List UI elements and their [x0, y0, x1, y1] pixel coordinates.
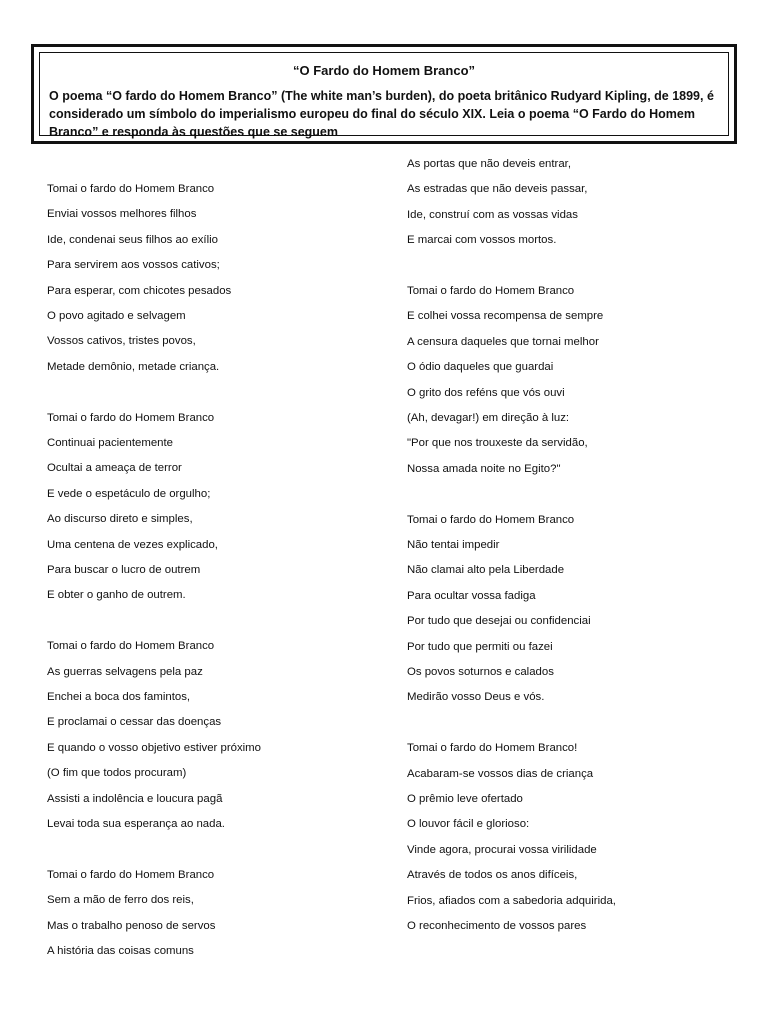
poem-line: O louvor fácil e glorioso:: [407, 818, 530, 831]
poem-line: Para esperar, com chicotes pesados: [47, 284, 232, 297]
poem-line: E marcai com vossos mortos.: [407, 234, 557, 247]
poem-line: Para servirem aos vossos cativos;: [47, 259, 220, 272]
poem-line: Frios, afiados com a sabedoria adquirida,: [407, 894, 616, 907]
poem-line: E quando o vosso objetivo estiver próximo: [47, 741, 262, 754]
poem-line: Ao discurso direto e simples,: [47, 513, 193, 526]
poem-line: Uma centena de vezes explicado,: [47, 538, 218, 551]
poem-line: Continuai pacientemente: [47, 437, 174, 449]
poem-line: Para buscar o lucro de outrem: [47, 564, 201, 576]
poem-line: Mas o trabalho penoso de servos: [47, 919, 216, 932]
poem-line: Nossa amada noite no Egito?": [407, 462, 561, 475]
poem-line: Para ocultar vossa fadiga: [407, 589, 536, 602]
poem-line: Vinde agora, procurai vossa virilidade: [407, 843, 597, 856]
poem-line: Tomai o fardo do Homem Branco: [407, 513, 575, 526]
poem-line: Tomai o fardo do Homem Branco: [47, 183, 215, 195]
poem-line: O ódio daqueles que guardai: [407, 361, 554, 374]
poem-line: A história das coisas comuns: [47, 945, 194, 957]
poem-line: Acabaram-se vossos dias de criança: [407, 767, 594, 780]
intro-paragraph: O poema “O fardo do Homem Branco” (The white man’s burden), do poeta britânico Rudyard Kipling, de 1899, é considerado um símbolo do imperialismo europeu do final do século XIX. Leia o poema “O Fardo do Homem Branco” e responda às questões que se seguem: [49, 89, 714, 139]
poem-line: "Por que nos trouxeste da servidão,: [407, 437, 588, 450]
poem-line: Tomai o fardo do Homem Branco: [47, 640, 215, 653]
poem-line: E vede o espetáculo de orgulho;: [47, 487, 211, 500]
poem-line: Através de todos os anos difíceis,: [407, 869, 578, 882]
header-box: [31, 44, 737, 144]
poem-line: As portas que não deveis entrar,: [407, 158, 572, 170]
poem-line: Tomai o fardo do Homem Branco: [47, 868, 215, 881]
poem-line: O povo agitado e selvagem: [47, 310, 186, 322]
poem-line: Ide, construí com as vossas vidas: [407, 208, 578, 221]
poem-line: Por tudo que permiti ou fazei: [407, 640, 553, 653]
poem-line: Metade demônio, metade criança.: [47, 360, 220, 373]
poem-line: Vossos cativos, tristes povos,: [47, 335, 196, 348]
poem-line: Assisti a indolência e loucura pagã: [47, 792, 223, 805]
poem-line: As estradas que não deveis passar,: [407, 183, 588, 196]
poem-line: O grito dos reféns que vós ouvi: [407, 386, 565, 399]
poem-line: E obter o ganho de outrem.: [47, 589, 186, 602]
poem-line: Tomai o fardo do Homem Branco!: [407, 742, 578, 755]
poem-line: Levai toda sua esperança ao nada.: [47, 818, 225, 830]
poem-line: Enchei a boca dos famintos,: [47, 691, 191, 703]
poem-line: Os povos soturnos e calados: [407, 666, 554, 678]
header-inner-frame: [39, 52, 729, 139]
poem-line: E colhei vossa recompensa de sempre: [407, 310, 604, 323]
poem-line: O reconhecimento de vossos pares: [407, 920, 587, 932]
poem-line: (O fim que todos procuram): [47, 767, 187, 780]
poem-line: Ocultai a ameaça de terror: [47, 462, 182, 475]
poem-line: Não clamai alto pela Liberdade: [407, 564, 565, 577]
poem-line: E proclamai o cessar das doenças: [47, 716, 222, 729]
poem-line: As guerras selvagens pela paz: [47, 665, 203, 678]
poem-line: Não tentai impedir: [407, 539, 500, 551]
poem-line: Medirão vosso Deus e vós.: [407, 691, 545, 704]
page-title: “O Fardo do Homem Branco”: [292, 63, 476, 78]
poem-line: Tomai o fardo do Homem Branco: [47, 411, 215, 424]
poem-line: (Ah, devagar!) em direção à luz:: [407, 412, 570, 424]
poem-line: Enviai vossos melhores filhos: [47, 208, 197, 221]
poem-line: Por tudo que desejai ou confidenciai: [407, 615, 591, 628]
poem-line: Ide, condenai seus filhos ao exílio: [47, 233, 218, 246]
poem-line: Sem a mão de ferro dos reis,: [47, 894, 194, 907]
poem-line: A censura daqueles que tornai melhor: [407, 335, 599, 348]
poem-line: O prêmio leve ofertado: [407, 793, 523, 805]
poem-line: Tomai o fardo do Homem Branco: [407, 285, 575, 297]
